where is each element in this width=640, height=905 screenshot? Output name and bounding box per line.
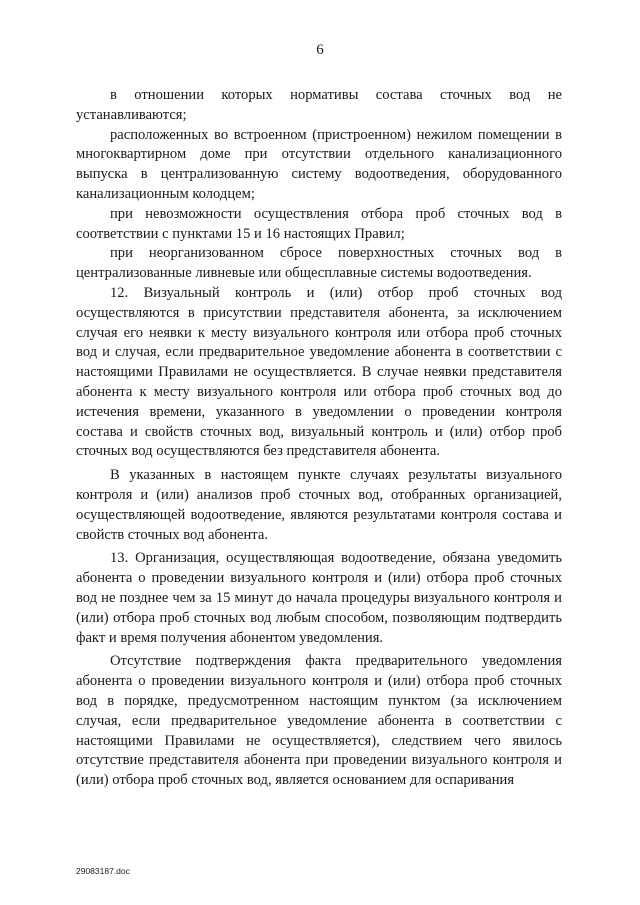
paragraph-8: Отсутствие подтверждения факта предварительного уведомления абонента о проведении визуального контроля и (или) отбора проб сточных вод в порядке, предусмотренном настоящим пунктом (за исключением случая, если предварительное уведомление абонента в соответствии с настоящими Правилами не осуществляется), следствием чего явилось отсутствие представителя абонента при проведении визуального контроля и (или) отбора проб сточных вод, является основанием для оспаривания (76, 653, 562, 789)
paragraph-6: В указанных в настоящем пункте случаях результаты визуального контроля и (или) анализов проб сточных вод, отобранных организацией, осуществляющей водоотведение, являются результатами контроля состава и свойств сточных вод абонента. (76, 467, 562, 543)
footer-filename: 29083187.doc (76, 866, 130, 876)
paragraph-4: при неорганизованном сбросе поверхностных сточных вод в централизованные ливневые или общесплавные системы водоотведения. (76, 245, 562, 282)
paragraph-3: при невозможности осуществления отбора проб сточных вод в соответствии с пунктами 15 и 16 настоящих Правил; (76, 205, 562, 242)
paragraph-1: в отношении которых нормативы состава сточных вод не устанавливаются; (76, 87, 562, 123)
page-number: 6 (316, 42, 324, 58)
paragraph-2: расположенных во встроенном (пристроенном) нежилом помещении в многоквартирном доме при отсутствии отдельного канализационного выпуска в централизованную систему водоотведения, оборудованного канализационным колодцем; (76, 126, 562, 202)
paragraph-clause-12: 12. Визуальный контроль и (или) отбор проб сточных вод осуществляются в присутствии представителя абонента, за исключением случая его неявки к месту визуального контроля или отбора проб сточных вод и случая, если предварительное уведомление абонента в соответствии с настоящими Правилами не осуществляется. В случае неявки представителя абонента к месту визуального контроля или отбора проб сточных вод до истечения времени, указанного в уведомлении о проведении контроля состава и свойств сточных вод, визуальный контроль и (или) отбор проб сточных вод осуществляются без представителя абонента. (76, 284, 562, 460)
paragraph-clause-13: 13. Организация, осуществляющая водоотведение, обязана уведомить абонента о проведении визуального контроля и (или) отбора проб сточных вод не позднее чем за 15 минут до начала процедуры визуального контроля и (или) отбора проб сточных вод любым способом, позволяющим подтвердить факт и время получения абонентом уведомления. (76, 550, 562, 646)
document-body (76, 86, 562, 791)
